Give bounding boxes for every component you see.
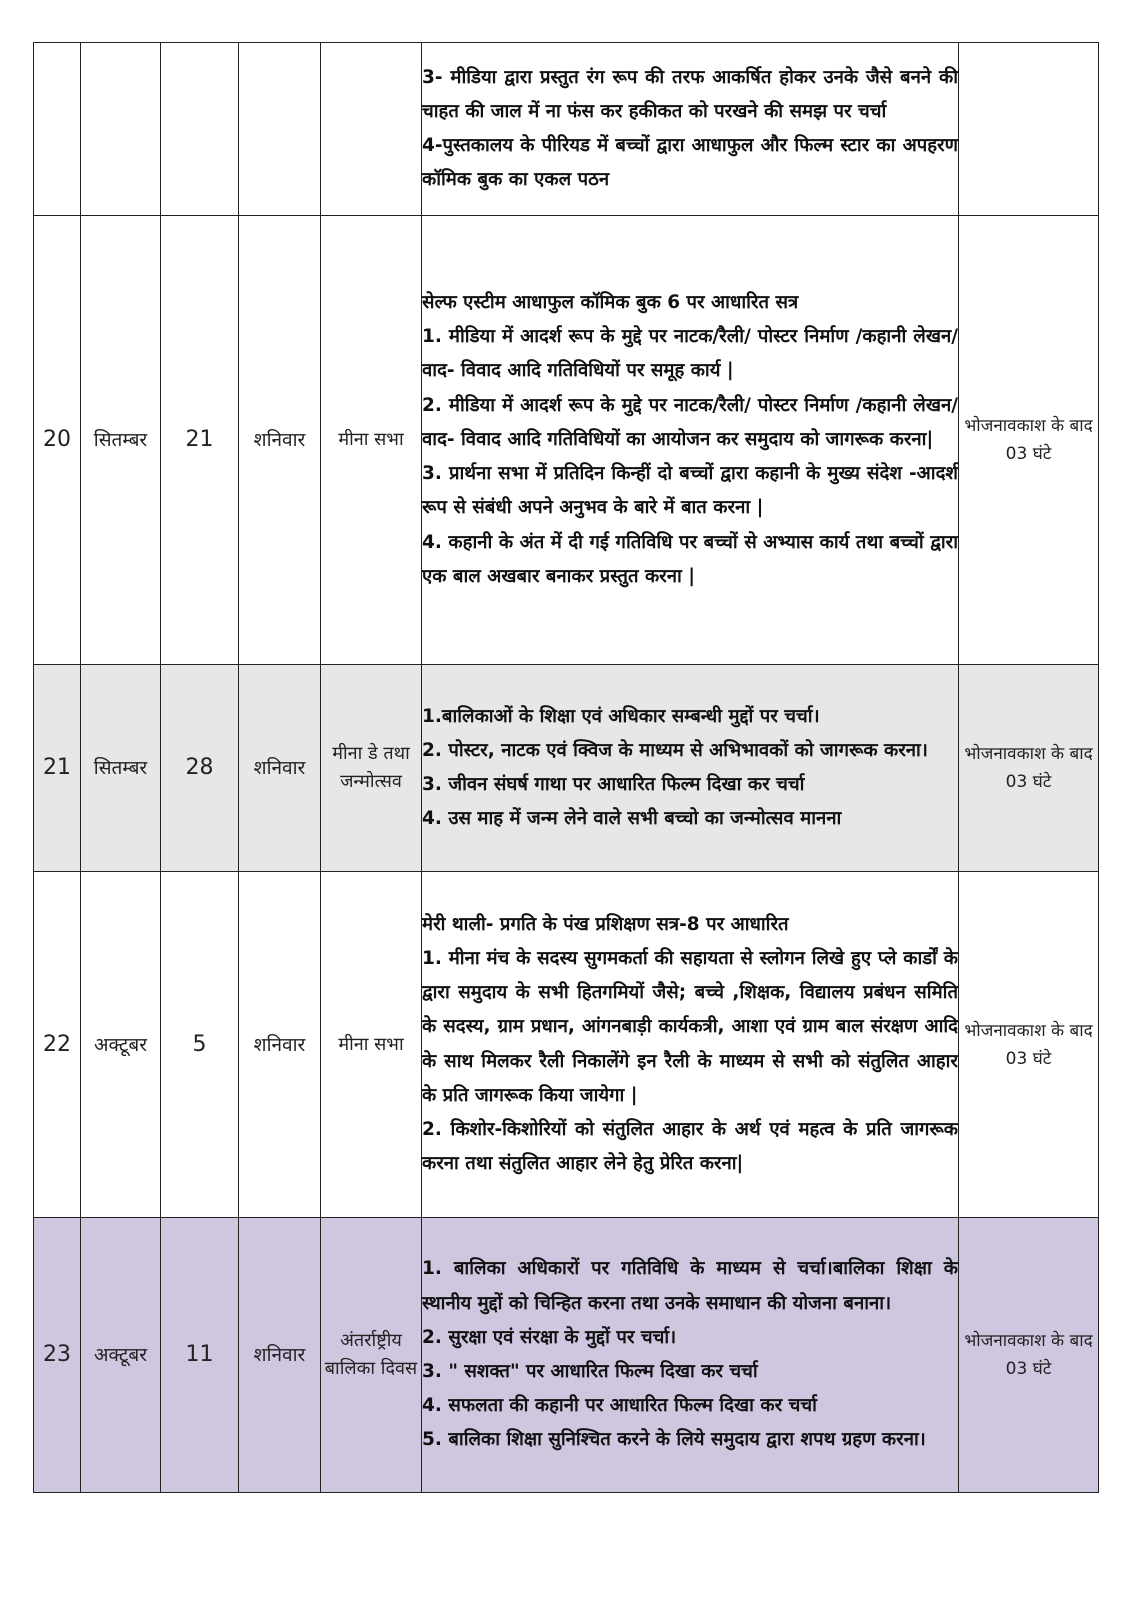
time-cell: भोजनावकाश के बाद 03 घंटे <box>959 665 1099 872</box>
row-number <box>34 43 81 216</box>
row-number: 22 <box>34 872 81 1218</box>
activity-line: 1. बालिका अधिकारों पर गतिविधि के माध्यम से चर्चा।बालिका शिक्षा के स्थानीय मुद्दों को चिन्हित करना तथा उनके समाधान की योजना बनाना। <box>422 1258 958 1314</box>
row-number: 21 <box>34 665 81 872</box>
row-number: 20 <box>34 216 81 665</box>
activity-line: 5. बालिका शिक्षा सुनिश्चित करने के लिये समुदाय द्वारा शपथ ग्रहण करना। <box>422 1429 926 1451</box>
event-cell: मीना सभा <box>321 216 422 665</box>
date-cell: 21 <box>161 216 239 665</box>
activity-line: 2. पोस्टर, नाटक एवं क्विज के माध्यम से अभिभावकों को जागरूक करना। <box>422 739 928 761</box>
activity-line: 4. उस माह में जन्म लेने वाले सभी बच्चो का जन्मोत्सव मानना <box>422 808 842 830</box>
month-cell: सितम्बर <box>81 665 161 872</box>
activity-line: 2. सुरक्षा एवं संरक्षा के मुद्दों पर चर्चा। <box>422 1326 677 1348</box>
date-cell <box>161 43 239 216</box>
row-number: 23 <box>34 1218 81 1493</box>
schedule-table <box>33 42 1099 1493</box>
event-cell: अंतर्राष्ट्रीय बालिका दिवस <box>321 1218 422 1493</box>
day-cell: शनिवार <box>239 665 321 872</box>
activity-line: 1.बालिकाओं के शिक्षा एवं अधिकार सम्बन्धी मुद्दों पर चर्चा। <box>422 705 820 727</box>
activities-cell <box>422 43 959 216</box>
date-cell: 28 <box>161 665 239 872</box>
month-cell: अक्टूबर <box>81 872 161 1218</box>
activity-line: 3. प्रार्थना सभा में प्रतिदिन किन्हीं दो बच्चों द्वारा कहानी के मुख्य संदेश -आदर्श रूप से संबंधी अपने अनुभव के बारे में बात करना | <box>422 463 958 519</box>
date-cell: 11 <box>161 1218 239 1493</box>
time-cell: भोजनावकाश के बाद 03 घंटे <box>959 872 1099 1218</box>
month-cell: अक्टूबर <box>81 1218 161 1493</box>
day-cell: शनिवार <box>239 872 321 1218</box>
table-row <box>34 1218 1099 1493</box>
table-row <box>34 872 1099 1218</box>
event-cell: मीना डे तथा जन्मोत्सव <box>321 665 422 872</box>
table-row <box>34 665 1099 872</box>
month-cell <box>81 43 161 216</box>
table-row <box>34 43 1099 216</box>
activities-cell <box>422 665 959 872</box>
day-cell: शनिवार <box>239 216 321 665</box>
time-cell: भोजनावकाश के बाद 03 घंटे <box>959 216 1099 665</box>
event-cell: मीना सभा <box>321 872 422 1218</box>
activity-line: 2. मीडिया में आदर्श रूप के मुद्दे पर नाटक/रैली/ पोस्टर निर्माण /कहानी लेखन/ वाद- विवाद आदि गतिविधियों का आयोजन कर समुदाय को जागरूक करना| <box>422 394 958 450</box>
activities-cell <box>422 216 959 665</box>
activity-line: 1. मीना मंच के सदस्य सुगमकर्ता की सहायता से स्लोगन लिखे हुए प्ले कार्डों के द्वारा समुदाय के सभी हितगमियों जैसे; बच्चे ,शिक्षक, विद्यालय प्रबंधन समिति के सदस्य, ग्राम प्रधान, आंगनबाड़ी कार्यकत्री, आशा एवं ग्राम बाल संरक्षण आदि के साथ मिलकर रैली निकालेंगे इन रैली के माध्यम से सभी को संतुलित आहार के प्रति जागरूक किया जायेगा | <box>422 947 958 1106</box>
table-row <box>34 216 1099 665</box>
activity-line: सेल्फ एस्टीम आधाफुल कॉमिक बुक 6 पर आधारित सत्र <box>422 292 799 314</box>
event-cell <box>321 43 422 216</box>
month-cell: सितम्बर <box>81 216 161 665</box>
time-cell <box>959 43 1099 216</box>
day-cell <box>239 43 321 216</box>
time-cell: भोजनावकाश के बाद 03 घंटे <box>959 1218 1099 1493</box>
activity-line: 3- मीडिया द्वारा प्रस्तुत रंग रूप की तरफ आकर्षित होकर उनके जैसे बनने की चाहत की जाल में ना फंस कर हकीकत को परखने की समझ पर चर्चा <box>422 66 958 122</box>
activities-cell <box>422 1218 959 1493</box>
activities-cell <box>422 872 959 1218</box>
activity-line: 4. सफलता की कहानी पर आधारित फिल्म दिखा कर चर्चा <box>422 1395 817 1417</box>
day-cell: शनिवार <box>239 1218 321 1493</box>
activity-line: 1. मीडिया में आदर्श रूप के मुद्दे पर नाटक/रैली/ पोस्टर निर्माण /कहानी लेखन/ वाद- विवाद आदि गतिविधियों पर समूह कार्य | <box>422 326 958 382</box>
activity-line: 4. कहानी के अंत में दी गई गतिविधि पर बच्चों से अभ्यास कार्य तथा बच्चों द्वारा एक बाल अखबार बनाकर प्रस्तुत करना | <box>422 531 958 587</box>
activity-line: 3. जीवन संघर्ष गाथा पर आधारित फिल्म दिखा कर चर्चा <box>422 774 805 795</box>
activity-line: मेरी थाली- प्रगति के पंख प्रशिक्षण सत्र-8 पर आधारित <box>422 913 789 935</box>
activity-line: 4-पुस्तकालय के पीरियड में बच्चों द्वारा आधाफुल और फिल्म स्टार का अपहरण कॉमिक बुक का एकल पठन <box>422 135 958 191</box>
activity-line: 2. किशोर-किशोरियों को संतुलित आहार के अर्थ एवं महत्व के प्रति जागरूक करना तथा संतुलित आहार लेने हेतु प्रेरित करना| <box>422 1118 958 1175</box>
activity-line: 3. " सशक्त" पर आधारित फिल्म दिखा कर चर्चा <box>422 1361 758 1382</box>
date-cell: 5 <box>161 872 239 1218</box>
